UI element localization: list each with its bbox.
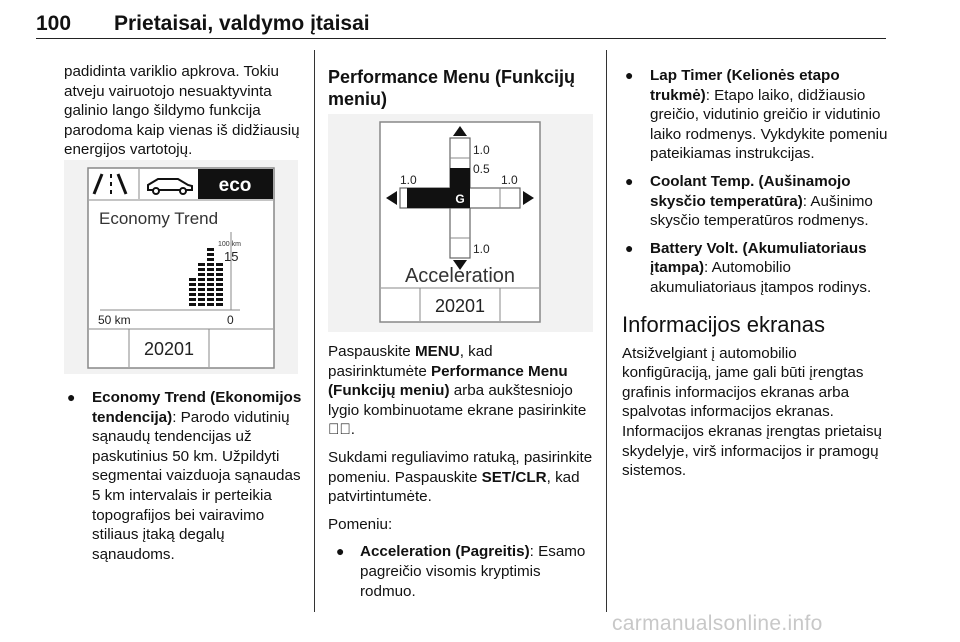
submenu-label: Pomeniu: — [328, 515, 393, 533]
column-divider — [606, 50, 607, 612]
acceleration-figure — [328, 114, 593, 332]
consumption-segment — [207, 268, 214, 271]
page-title: Prietaisai, valdymo įtaisai — [114, 12, 370, 35]
bullet-dot: ● — [336, 543, 345, 560]
consumption-segment — [198, 298, 205, 301]
performance-menu-heading: Performance Menu (Funkcijų meniu) — [328, 67, 576, 109]
coolant-temp-bullet — [622, 172, 888, 231]
scale-value-label: 15 — [224, 249, 239, 264]
economy-trend-figure — [64, 160, 298, 374]
bullet-dot: ● — [625, 67, 634, 83]
consumption-segment — [216, 283, 223, 286]
bullet-dot: ● — [625, 172, 634, 189]
consumption-segment — [207, 258, 214, 261]
economy-trend-bullet — [64, 388, 306, 564]
consumption-segment — [198, 263, 205, 266]
bullet-description: : Automobilio akumuliatoriaus įtampos rodinys. — [650, 259, 872, 296]
label-top: 1.0 — [473, 143, 490, 157]
bullet-term: Battery Volt. (Akumuliatoriaus įtampa) — [650, 239, 867, 277]
consumption-segment — [207, 263, 214, 266]
bullet-description: : Aušinimo skysčio temperatūros rodmenys. — [650, 192, 873, 230]
eco-label: eco — [218, 175, 252, 196]
tools-icon: ✦⃠ — [328, 421, 351, 439]
odometer-readout: 20201 — [434, 296, 486, 316]
consumption-segment — [207, 298, 214, 301]
bullet-description: : Etapo laiko, didžiausio greičio, vidutinio greičio ir vidutinio laiko rodmenys. Vykdykite pomeniu pateikiamas instrukcijas. — [650, 86, 888, 163]
bullet-description: : Parodo vidutinių sąnaudų tendencijas už paskutinius 50 km. Užpildyti segmentai vaizduoja sąnaudas 5 km intervalais ir perteikia topografijos bei vairavimo stiliaus įtaką degalų sąnaudoms. — [92, 408, 301, 563]
consumption-segment — [189, 303, 196, 306]
bullet-term: Coolant Temp. (Aušinamojo skysčio temperatūra) — [650, 172, 851, 210]
x-axis-right-label: 0 — [227, 313, 234, 327]
bullet-dot: ● — [625, 239, 634, 256]
acceleration-title: Acceleration — [404, 265, 516, 287]
consumption-segment — [207, 248, 214, 251]
consumption-segment — [198, 303, 205, 306]
page-header — [36, 8, 886, 39]
consumption-segment — [207, 293, 214, 296]
consumption-segment — [189, 293, 196, 296]
column-left — [64, 62, 306, 160]
bullet-term: Acceleration (Pagreitis) — [360, 543, 530, 561]
consumption-segment — [207, 273, 214, 276]
consumption-segment — [216, 273, 223, 276]
economy-trend-display — [64, 160, 298, 374]
economy-trend-title: Economy Trend — [99, 209, 219, 228]
battery-volt-bullet — [622, 239, 888, 298]
consumption-segment — [189, 278, 196, 281]
consumption-segment — [216, 303, 223, 306]
label-bottom: 1.0 — [473, 242, 490, 256]
column-middle-text — [328, 342, 593, 601]
consumption-segment — [207, 283, 214, 286]
bullet-term: Lap Timer (Kelionės etapo trukmė) — [650, 67, 840, 104]
consumption-segment — [216, 268, 223, 271]
instruction-paragraph-2: Sukdami reguliavimo ratuką, pasirinkite pomeniu. Paspauskite SET/CLR, kad patvirtintumėte. — [328, 448, 593, 506]
consumption-segment — [216, 278, 223, 281]
column-middle — [328, 66, 593, 120]
g-label: G — [455, 192, 465, 206]
consumption-segment — [216, 263, 223, 266]
x-axis-left-label: 50 km — [98, 313, 131, 327]
consumption-segment — [216, 298, 223, 301]
column-right — [622, 66, 888, 481]
consumption-segment — [189, 298, 196, 301]
consumption-segment — [207, 278, 214, 281]
info-display-paragraph: Atsižvelgiant į automobilio konfigūraciją, jame gali būti įrengtas grafinis informacijos ekranas arba spalvotas informacijos ekranas. Informacijos ekranas įrengtas prietaisų skydelyje, virš informacijos ir pramogų sistemos. — [622, 344, 882, 480]
consumption-segment — [216, 293, 223, 296]
consumption-segment — [198, 283, 205, 286]
intro-paragraph: padidinta variklio apkrova. Tokiu atveju vairuotojo nesuaktyvinta galinio lango šildymo funkcija parodoma kaip vienas iš didžiausių energijos vartotojų. — [64, 63, 300, 159]
bullet-description: : Esamo pagreičio visomis kryptimis rodmuo. — [360, 543, 586, 600]
acceleration-display — [328, 114, 593, 332]
bullet-term: Economy Trend (Ekonomijos tendencija) — [92, 389, 302, 426]
consumption-segment — [207, 303, 214, 306]
watermark: carmanualsonline.info — [612, 612, 823, 635]
column-divider — [314, 50, 315, 612]
label-right: 1.0 — [501, 173, 518, 187]
instruction-paragraph-1: Paspauskite MENU, kad pasirinktumėte Performance Menu (Funkcijų meniu) arba aukštesniojo lygio kombinuotame ekrane pasirinkite ✦⃠. — [328, 343, 587, 439]
consumption-segment — [198, 278, 205, 281]
consumption-segment — [198, 273, 205, 276]
lap-timer-bullet — [622, 66, 888, 164]
bullet-dot: ● — [67, 389, 76, 405]
consumption-segment — [198, 268, 205, 271]
scale-unit-label: 100 km — [218, 241, 241, 248]
label-left: 1.0 — [400, 173, 417, 187]
consumption-segment — [207, 288, 214, 291]
consumption-segment — [207, 253, 214, 256]
consumption-segment — [198, 293, 205, 296]
consumption-segment — [189, 283, 196, 286]
info-display-heading: Informacijos ekranas — [622, 311, 825, 337]
odometer-readout: 20201 — [143, 339, 195, 359]
consumption-segment — [189, 288, 196, 291]
page-number: 100 — [36, 12, 72, 35]
acceleration-bullet — [328, 542, 593, 601]
consumption-segment — [198, 288, 205, 291]
consumption-segment — [216, 288, 223, 291]
label-mid: 0.5 — [473, 162, 490, 176]
